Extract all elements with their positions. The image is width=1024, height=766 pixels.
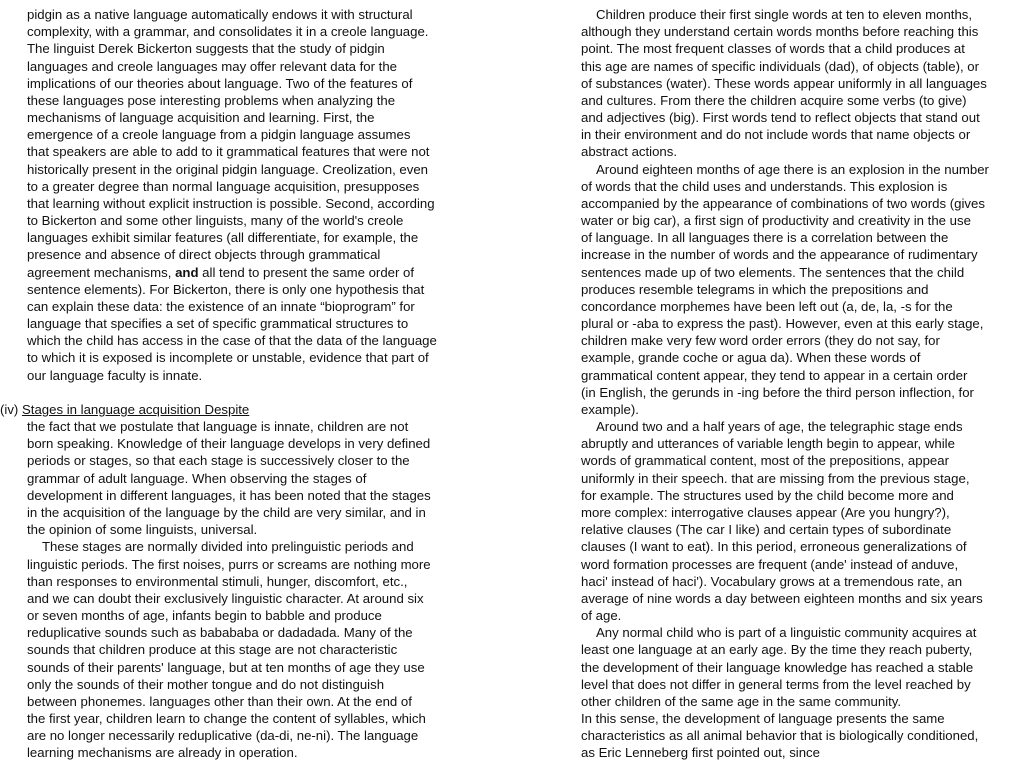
- text-line: these languages pose interesting problems when analyzing the: [27, 92, 396, 108]
- text-line: learning mechanisms are already in operation.: [27, 745, 298, 761]
- text-line: that learning without explicit instruction is possible. Second, according: [27, 195, 435, 211]
- text-line: other children of the same age in the same community.: [581, 693, 902, 709]
- text-line: the fact that we postulate that language is innate, children are not: [27, 419, 409, 435]
- text-line: The linguist Derek Bickerton suggests that the study of pidgin: [27, 41, 385, 57]
- paragraph-telegraphic-stage: [581, 435, 1024, 624]
- text-line: grammar of adult language. When observing the stages of: [27, 470, 367, 486]
- text-line: linguistic periods. The first noises, purrs or screams are nothing more: [27, 556, 431, 572]
- text-line: sounds that children produce at this stage are not characteristic: [27, 642, 398, 658]
- paragraph-gap: [0, 384, 470, 401]
- text-line: characteristics as all animal behavior that is biologically conditioned,: [581, 728, 979, 744]
- text-line: our language faculty is innate.: [27, 367, 203, 383]
- text-line: although they understand certain words months before reaching this: [581, 24, 979, 40]
- text-line: the development of their language knowledge has reached a stable: [581, 659, 974, 675]
- text-line: emergence of a creole language from a pidgin language assumes: [27, 127, 411, 143]
- paragraph-first-line: These stages are normally divided into prelinguistic periods and: [42, 539, 414, 555]
- text-line: of age.: [581, 608, 622, 624]
- text-line: grammatical content appear, they tend to appear in a certain order: [581, 367, 968, 383]
- text-line: can explain these data: the existence of an innate “bioprogram” for: [27, 298, 415, 314]
- text-line: periods or stages, so that each stage is successively closer to the: [27, 453, 410, 469]
- text-line: or seven months of age, infants begin to babble and produce: [27, 608, 382, 624]
- text-line: haci' instead of haci'). Vocabulary grows at a tremendous rate, an: [581, 573, 963, 589]
- text-line: that speakers are able to add to it grammatical features that were not: [27, 144, 430, 160]
- paragraph-first-words: [581, 23, 1024, 160]
- text-line: accompanied by the appearance of combinations of two words (gives: [581, 195, 985, 211]
- paragraph-bickerton-end: [0, 281, 470, 384]
- text-line: children make very few word order errors (they do not say, for: [581, 333, 940, 349]
- text-line: uniformly in their speech. that are missing from the previous stage,: [581, 470, 970, 486]
- text-line: languages and creole languages may offer relevant data for the: [27, 58, 397, 74]
- bold-word: and: [175, 264, 199, 280]
- text-line: In this sense, the development of language presents the same: [581, 711, 945, 727]
- text-line: sentences made up of two elements. The sentences that the child: [581, 264, 965, 280]
- text-line: sounds of their parents' language, but at ten months of age they use: [27, 659, 425, 675]
- text-line: the opinion of some linguists, universal.: [27, 522, 258, 538]
- text-line: the first year, children learn to change the content of syllables, which: [27, 711, 426, 727]
- paragraph-stages-intro: [0, 418, 470, 538]
- text-line: words of grammatical content, most of the prepositions, appear: [581, 453, 949, 469]
- text-line: to a greater degree than normal language acquisition, presupposes: [27, 178, 420, 194]
- text-line: word formation processes are frequent (ande' instead of anduve,: [581, 556, 959, 572]
- text-line: [0, 264, 470, 281]
- text-line: which the child has access in the case of that the data of the language: [27, 333, 437, 349]
- paragraph-bickerton: [0, 6, 470, 264]
- text-line: example, grande coche or agua da). When these words of: [581, 350, 921, 366]
- text-line: and adjectives (big). First words tend to reflect objects that stand out: [581, 110, 980, 126]
- text-line: least one language at an early age. By the time they reach puberty,: [581, 642, 973, 658]
- text-line: language that specifies a set of specific grammatical structures to: [27, 316, 409, 332]
- text-line: average of nine words a day between eighteen months and six years: [581, 590, 983, 606]
- text-line: produces resemble telegrams in which the prepositions and: [581, 281, 929, 297]
- paragraph-first-line: Children produce their first single words at ten to eleven months,: [596, 7, 973, 22]
- text-line: increase in the number of words and the appearance of rudimentary: [581, 247, 978, 263]
- paragraph-first-line: Around eighteen months of age there is an explosion in the number: [596, 161, 989, 177]
- heading-title: Stages in language acquisition Despite: [21, 401, 250, 417]
- paragraph-first-line: Any normal child who is part of a linguistic community acquires at: [596, 625, 977, 641]
- section-heading: [0, 401, 470, 418]
- text-line: in the acquisition of the language by the child are very similar, and in: [27, 504, 426, 520]
- left-column: [0, 6, 470, 762]
- text-span: all tend to present the same order of: [198, 264, 415, 280]
- text-line: and cultures. From there the children acquire some verbs (to give): [581, 92, 967, 108]
- text-line: complexity, with a grammar, and consolidates it in a creole language.: [27, 24, 429, 40]
- text-line: born speaking. Knowledge of their language develops in very defined: [27, 436, 431, 452]
- text-span: agreement mechanisms,: [27, 264, 176, 280]
- text-line: reduplicative sounds such as babababa or dadadada. Many of the: [27, 625, 413, 641]
- text-line: between phonemes. languages other than their own. At the end of: [27, 693, 412, 709]
- text-line: clauses (I want to eat). In this period, erroneous generalizations of: [581, 539, 967, 555]
- text-line: sentence elements). For Bickerton, there is only one hypothesis that: [27, 281, 425, 297]
- text-line: of substances (water). These words appear uniformly in all languages: [581, 75, 987, 91]
- text-line: water or big car), a first sign of productivity and creativity in the use: [581, 213, 971, 229]
- text-line: (in English, the gerunds in -ing before the third person inflection, for: [581, 384, 974, 400]
- heading-number: (iv): [0, 401, 22, 417]
- text-line: concordance morphemes have been left out (a, de, la, -s for the: [581, 298, 953, 314]
- text-line: abruptly and utterances of variable length begin to appear, while: [581, 436, 955, 452]
- text-line: implications of our theories about language. Two of the features of: [27, 75, 413, 91]
- text-line: for example. The structures used by the child become more and: [581, 487, 954, 503]
- text-line: example).: [581, 401, 639, 417]
- text-line: of words that the child uses and understands. This explosion is: [581, 178, 948, 194]
- text-line: pidgin as a native language automatically endows it with structural: [27, 7, 413, 22]
- text-line: presence and absence of direct objects through grammatical: [27, 247, 381, 263]
- text-line: relative clauses (The car I like) and certain types of subordinate: [581, 522, 952, 538]
- text-line: than responses to environmental stimuli, hunger, discomfort, etc.,: [27, 573, 408, 589]
- text-line: in their environment and do not include words that name objects or: [581, 127, 971, 143]
- text-line: to which it is exposed is incomplete or unstable, evidence that part of: [27, 350, 429, 366]
- text-line: and we can doubt their exclusively linguistic character. At around six: [27, 590, 424, 606]
- text-line: historically present in the original pidgin language. Creolization, even: [27, 161, 428, 177]
- text-line: point. The most frequent classes of words that a child produces at: [581, 41, 965, 57]
- right-column: [581, 6, 1024, 762]
- paragraph-prelinguistic: [0, 556, 470, 762]
- text-line: mechanisms of language acquisition and learning. First, the: [27, 110, 375, 126]
- paragraph-puberty: [581, 641, 1024, 761]
- text-line: abstract actions.: [581, 144, 678, 160]
- text-line: of language. In all languages there is a correlation between the: [581, 230, 949, 246]
- text-line: languages exhibit similar features (all differentiate, for example, the: [27, 230, 419, 246]
- text-line: more complex: interrogative clauses appear (Are you hungry?),: [581, 504, 950, 520]
- text-line: level that does not differ in general terms from the level reached by: [581, 676, 971, 692]
- text-line: as Eric Lenneberg first pointed out, since: [581, 745, 820, 761]
- text-line: development in different languages, it has been noted that the stages: [27, 487, 431, 503]
- paragraph-eighteen-months: [581, 178, 1024, 418]
- text-line: this age are names of specific individuals (dad), of objects (table), or: [581, 58, 980, 74]
- text-line: only the sounds of their mother tongue and do not distinguish: [27, 676, 385, 692]
- text-line: plural or -aba to express the past). However, even at this early stage,: [581, 316, 984, 332]
- paragraph-first-line: Around two and a half years of age, the telegraphic stage ends: [596, 419, 963, 435]
- text-line: to Bickerton and some other linguists, many of the world's creole: [27, 213, 404, 229]
- text-line: are no longer necessarily reduplicative (da-di, ne-ni). The language: [27, 728, 419, 744]
